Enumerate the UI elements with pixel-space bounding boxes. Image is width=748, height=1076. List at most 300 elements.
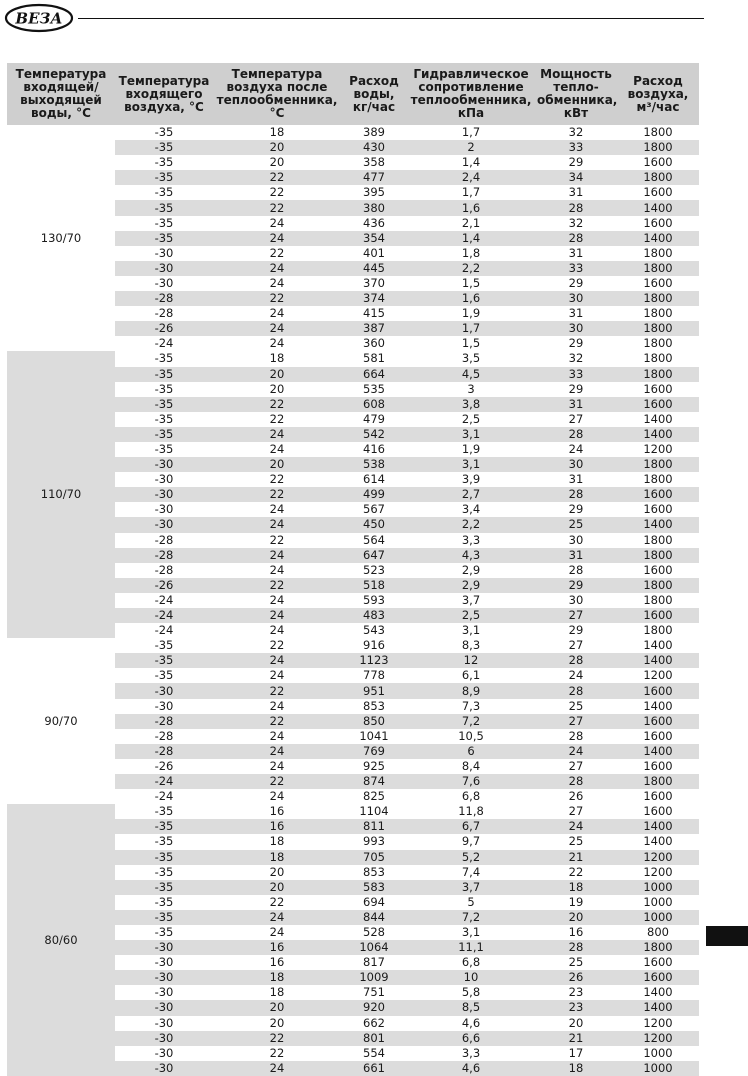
table-cell: 22 [213,397,341,412]
table-cell: 27 [568,804,584,819]
table-cell: 24 [535,819,617,834]
table-cell: 24 [535,744,617,759]
table-cell: -30 [115,940,213,955]
table-cell: 1800 [643,592,673,607]
table-cell: 22 [269,411,285,426]
table-cell: 1400 [617,200,699,215]
table-cell: 7,2 [407,714,535,729]
table-cell: 30 [535,457,617,472]
table-cell: 23 [568,985,584,1000]
table-cell: 1,8 [461,245,481,260]
table-cell: 31 [568,245,584,260]
table-cell: -35 [154,804,174,819]
table-cell: 2,9 [407,578,535,593]
table-row [7,804,699,819]
table-cell: 523 [363,562,385,577]
table-cell: 20 [269,1015,285,1030]
table-cell: 925 [363,758,385,773]
table-cell: 24 [213,910,341,925]
table-cell: 24 [269,502,285,517]
table-cell: 825 [363,789,385,804]
table-cell: 6 [407,744,535,759]
table-cell: 1200 [617,850,699,865]
table-cell: -28 [115,744,213,759]
table-cell: 817 [363,955,385,970]
table-cell: 751 [363,985,385,1000]
table-cell: -35 [154,925,174,940]
table-cell: -24 [115,608,213,623]
table-cell: 1000 [643,894,673,909]
table-cell: -24 [154,623,174,638]
table-cell: 1800 [617,140,699,155]
table-cell: 6,7 [407,819,535,834]
table-cell: 535 [363,381,385,396]
table-cell: 4,6 [461,1015,481,1030]
table-cell: -30 [115,683,213,698]
table-cell: 1400 [643,698,673,713]
table-cell: 4,6 [407,1061,535,1076]
table-cell: 22 [269,1045,285,1060]
table-cell: 24 [269,592,285,607]
table-cell: 3,7 [407,880,535,895]
table-cell: -28 [115,291,213,306]
table-cell: 811 [341,819,407,834]
table-cell: 1200 [643,864,673,879]
table-cell: -35 [154,894,174,909]
table-cell: 1400 [643,638,673,653]
table-cell: 3,5 [461,351,481,366]
table-cell: 1600 [643,758,673,773]
table-cell: 920 [341,1000,407,1015]
table-cell: 3,8 [407,397,535,412]
header-rule [78,18,704,19]
table-cell: 22 [213,200,341,215]
table-cell: 30 [568,592,584,607]
table-cell: 2,9 [461,562,481,577]
table-cell: 18 [535,1061,617,1076]
table-cell: 18 [213,970,341,985]
table-cell: -35 [115,200,213,215]
table-cell: 24 [213,1061,341,1076]
table-cell: 6,6 [407,1031,535,1046]
table-cell: 20 [213,880,341,895]
table-cell: 874 [341,774,407,789]
table-cell: 24 [213,321,341,336]
table-cell: 24 [213,517,341,532]
table-cell: 22 [269,472,285,487]
table-cell: 1800 [643,532,673,547]
table-cell: 22 [213,714,341,729]
table-cell: 1,6 [407,291,535,306]
table-cell: 661 [341,1061,407,1076]
table-cell: -35 [154,215,174,230]
table-cell: 370 [363,275,385,290]
table-cell: 1800 [617,578,699,593]
table-cell: -35 [115,427,213,442]
table-cell: 22 [568,864,584,879]
table-cell: 4,3 [407,548,535,563]
table-cell: 27 [535,714,617,729]
table-cell: 1600 [617,683,699,698]
table-cell: 1600 [643,215,673,230]
table-cell: 450 [341,517,407,532]
table-cell: 24 [213,261,341,276]
table-cell: -35 [115,850,213,865]
table-cell: 3,4 [461,502,481,517]
table-cell: 1800 [617,367,699,382]
table-cell: -26 [115,578,213,593]
table-cell: 12 [407,653,535,668]
table-cell: 8,4 [461,758,481,773]
table-cell: 1400 [643,411,673,426]
table-cell: -26 [154,758,174,773]
table-cell: 1600 [643,728,673,743]
table-cell: 3,9 [461,472,481,487]
table-cell: 801 [341,1031,407,1046]
table-cell: 1800 [643,472,673,487]
table-cell: 1600 [617,397,699,412]
table-cell: 29 [568,336,584,351]
table-cell: 2,5 [461,411,481,426]
table-cell: 20 [269,155,285,170]
table-cell: 1800 [617,291,699,306]
table-cell: 16 [568,925,584,940]
table-cell: 22 [213,170,341,185]
table-cell: 31 [568,472,584,487]
table-cell: 28 [568,728,584,743]
table-cell: 10 [407,970,535,985]
table-cell: 11,8 [458,804,484,819]
table-cell: 26 [568,789,584,804]
table-cell: 32 [568,125,584,140]
table-cell: 30 [568,532,584,547]
table-cell: -30 [115,970,213,985]
table-cell: 479 [363,411,385,426]
column-header: Гидравлическое сопротивление теплообменника, кПа [407,63,535,125]
table-cell: 844 [341,910,407,925]
table-cell: -35 [154,125,174,140]
table-cell: 24 [269,442,285,457]
table-cell: 29 [568,155,584,170]
table-cell: 354 [341,231,407,246]
table-cell: 28 [568,562,584,577]
table-cell: 24 [269,562,285,577]
table-cell: 9,7 [461,834,481,849]
table-cell: 8,3 [461,638,481,653]
table-cell: 25 [535,517,617,532]
table-cell: 1800 [643,623,673,638]
table-cell: -30 [154,502,174,517]
table-cell: 22 [269,245,285,260]
table-cell: 2,7 [407,487,535,502]
table-cell: -24 [115,774,213,789]
table-cell: -35 [154,442,174,457]
table-cell: 1,5 [461,336,481,351]
table-cell: 16 [269,804,285,819]
table-cell: 1800 [617,321,699,336]
table-cell: 430 [341,140,407,155]
table-cell: 17 [568,1045,584,1060]
table-cell: 647 [341,548,407,563]
table-cell: 1800 [617,170,699,185]
table-cell: 31 [568,306,584,321]
table-cell: 769 [341,744,407,759]
table-cell: 583 [341,880,407,895]
table-cell: 22 [269,185,285,200]
table-cell: 22 [213,1031,341,1046]
table-cell: 7,4 [461,864,481,879]
table-cell: -30 [154,698,174,713]
table-cell: 24 [269,698,285,713]
table-cell: 1,6 [407,200,535,215]
table-cell: 18 [269,125,285,140]
water-temperature-group-cell: 130/70 [7,125,115,351]
table-cell: 662 [363,1015,385,1030]
table-cell: 1,9 [461,442,481,457]
table-cell: 1200 [643,442,673,457]
table-cell: 436 [363,215,385,230]
table-cell: -30 [115,261,213,276]
table-cell: 31 [568,185,584,200]
table-header [7,63,699,125]
table-cell: 24 [269,275,285,290]
table-cell: 2,4 [407,170,535,185]
table-cell: 29 [568,381,584,396]
table-cell: 1800 [617,940,699,955]
table-cell: 29 [535,578,617,593]
table-cell: 1400 [617,744,699,759]
table-cell: 22 [213,487,341,502]
table-cell: 20 [535,910,617,925]
table-cell: 16 [213,819,341,834]
table-cell: 1600 [617,970,699,985]
table-cell: 1000 [643,1045,673,1060]
table-cell: 22 [269,894,285,909]
table-cell: 1600 [643,275,673,290]
table-cell: 18 [535,880,617,895]
table-row [7,351,699,366]
table-cell: -28 [115,548,213,563]
table-cell: 24 [213,744,341,759]
table-row [7,125,699,140]
table-cell: 445 [341,261,407,276]
table-cell: 3,1 [461,623,481,638]
table-cell: 499 [341,487,407,502]
table-cell: 11,1 [407,940,535,955]
table-cell: 29 [568,502,584,517]
table-cell: 34 [535,170,617,185]
table-cell: 853 [363,698,385,713]
column-header: Расход воздуха, м³/час [617,63,699,125]
table-cell: -30 [115,457,213,472]
table-cell: 18 [269,985,285,1000]
table-cell: 664 [341,367,407,382]
table-cell: 800 [647,925,669,940]
table-cell: 483 [341,608,407,623]
table-cell: 1600 [643,789,673,804]
table-cell: 3,3 [461,532,481,547]
table-cell: 1600 [643,502,673,517]
column-header: Температура входящей/ выходящей воды, °С [7,63,115,125]
table-cell: 2,5 [407,608,535,623]
table-cell: 22 [213,578,341,593]
table-cell: 538 [341,457,407,472]
table-cell: 8,5 [407,1000,535,1015]
table-cell: 1800 [643,125,673,140]
water-temperature-group-cell: 110/70 [7,351,115,638]
table-cell: 24 [213,231,341,246]
table-cell: 1,4 [407,231,535,246]
table-cell: 1800 [617,261,699,276]
table-cell: 30 [535,321,617,336]
table-cell: 5,8 [461,985,481,1000]
table-cell: 21 [535,850,617,865]
table-cell: -28 [154,728,174,743]
table-cell: -35 [115,170,213,185]
table-cell: -35 [154,864,174,879]
table-cell: 1400 [617,231,699,246]
table-cell: -30 [154,1015,174,1030]
table-cell: -30 [154,245,174,260]
table-cell: 1200 [643,1015,673,1030]
table-cell: 24 [269,215,285,230]
table-cell: 5 [467,894,475,909]
table-cell: 8,9 [407,683,535,698]
table-cell: 916 [363,638,385,653]
table-cell: -30 [154,472,174,487]
logo-text: ВЕЗА [15,9,63,28]
table-cell: 28 [535,940,617,955]
table-cell: 20 [213,367,341,382]
table-cell: 26 [535,970,617,985]
table-cell: 24 [269,668,285,683]
table-cell: 16 [269,955,285,970]
table-cell: -35 [154,668,174,683]
table-cell: 20 [269,381,285,396]
table-cell: 24 [213,653,341,668]
table-cell: 20 [213,457,341,472]
table-cell: -35 [154,834,174,849]
table-cell: 22 [213,683,341,698]
table-cell: 401 [363,245,385,260]
table-cell: -35 [115,819,213,834]
table-cell: 4,5 [407,367,535,382]
table-cell: -30 [154,985,174,1000]
table-cell: 18 [269,351,285,366]
table-cell: 387 [341,321,407,336]
table-cell: 16 [213,940,341,955]
table-cell: 1800 [617,457,699,472]
table-cell: 1400 [617,653,699,668]
water-temperature-group-cell: 90/70 [7,638,115,804]
table-cell: 22 [269,532,285,547]
table-cell: -30 [115,487,213,502]
table-cell: 1200 [617,1031,699,1046]
table-cell: 3,3 [461,1045,481,1060]
table-cell: 20 [213,1000,341,1015]
table-cell: 1041 [359,728,389,743]
table-cell: -35 [115,367,213,382]
table-cell: -30 [115,517,213,532]
table-cell: 28 [535,683,617,698]
table-cell: 1400 [643,985,673,1000]
table-cell: 6,1 [461,668,481,683]
table-cell: 18 [213,850,341,865]
table-cell: 1800 [643,306,673,321]
table-cell: 28 [535,774,617,789]
table-cell: 951 [341,683,407,698]
table-cell: 1600 [643,955,673,970]
table-cell: -24 [154,592,174,607]
table-cell: 3,7 [461,592,481,607]
table-cell: 2,1 [461,215,481,230]
table-cell: 415 [363,306,385,321]
table-cell: 24 [269,623,285,638]
table-cell: 19 [568,894,584,909]
table-cell: 1600 [617,487,699,502]
water-temperature-group-cell: 80/60 [7,804,115,1076]
table-cell: 3,1 [461,925,481,940]
table-cell: 25 [568,698,584,713]
table-cell: -30 [115,1061,213,1076]
table-cell: 2,2 [407,517,535,532]
table-cell: 1,4 [461,155,481,170]
table-cell: 24 [269,758,285,773]
table-cell: -35 [115,880,213,895]
table-cell: 28 [535,427,617,442]
table-cell: 1000 [617,1061,699,1076]
table-cell: 389 [363,125,385,140]
table-cell: -24 [154,789,174,804]
table-cell: 853 [363,864,385,879]
table-cell: 1400 [617,517,699,532]
table-cell: 30 [535,291,617,306]
table-cell: 7,2 [407,910,535,925]
table-cell: 33 [535,367,617,382]
table-cell: 25 [568,955,584,970]
table-cell: 24 [213,427,341,442]
table-cell: 374 [341,291,407,306]
table-cell: -35 [115,231,213,246]
table-cell: 24 [568,668,584,683]
table-cell: 27 [568,758,584,773]
table-cell: -30 [154,955,174,970]
table-cell: -28 [115,714,213,729]
column-header: Расход воды, кг/час [341,63,407,125]
table-cell: 1,9 [461,306,481,321]
table-cell: 360 [363,336,385,351]
table-cell: 1800 [617,774,699,789]
table-cell: 1400 [643,834,673,849]
table-cell: 1600 [643,155,673,170]
table-cell: 993 [363,834,385,849]
table-cell: 33 [535,261,617,276]
table-cell: 27 [568,638,584,653]
table-cell: -30 [154,275,174,290]
table-cell: 33 [535,140,617,155]
table-cell: 1104 [359,804,389,819]
table-cell: 28 [535,487,617,502]
table-cell: 6,8 [461,789,481,804]
table-cell: 2,2 [407,261,535,276]
table-cell: 705 [341,850,407,865]
table-cell: 1400 [617,1000,699,1015]
table-cell: -28 [154,306,174,321]
table-cell: 614 [363,472,385,487]
table-cell: 22 [269,638,285,653]
table-cell: -26 [115,321,213,336]
table-cell: 1,5 [461,275,481,290]
